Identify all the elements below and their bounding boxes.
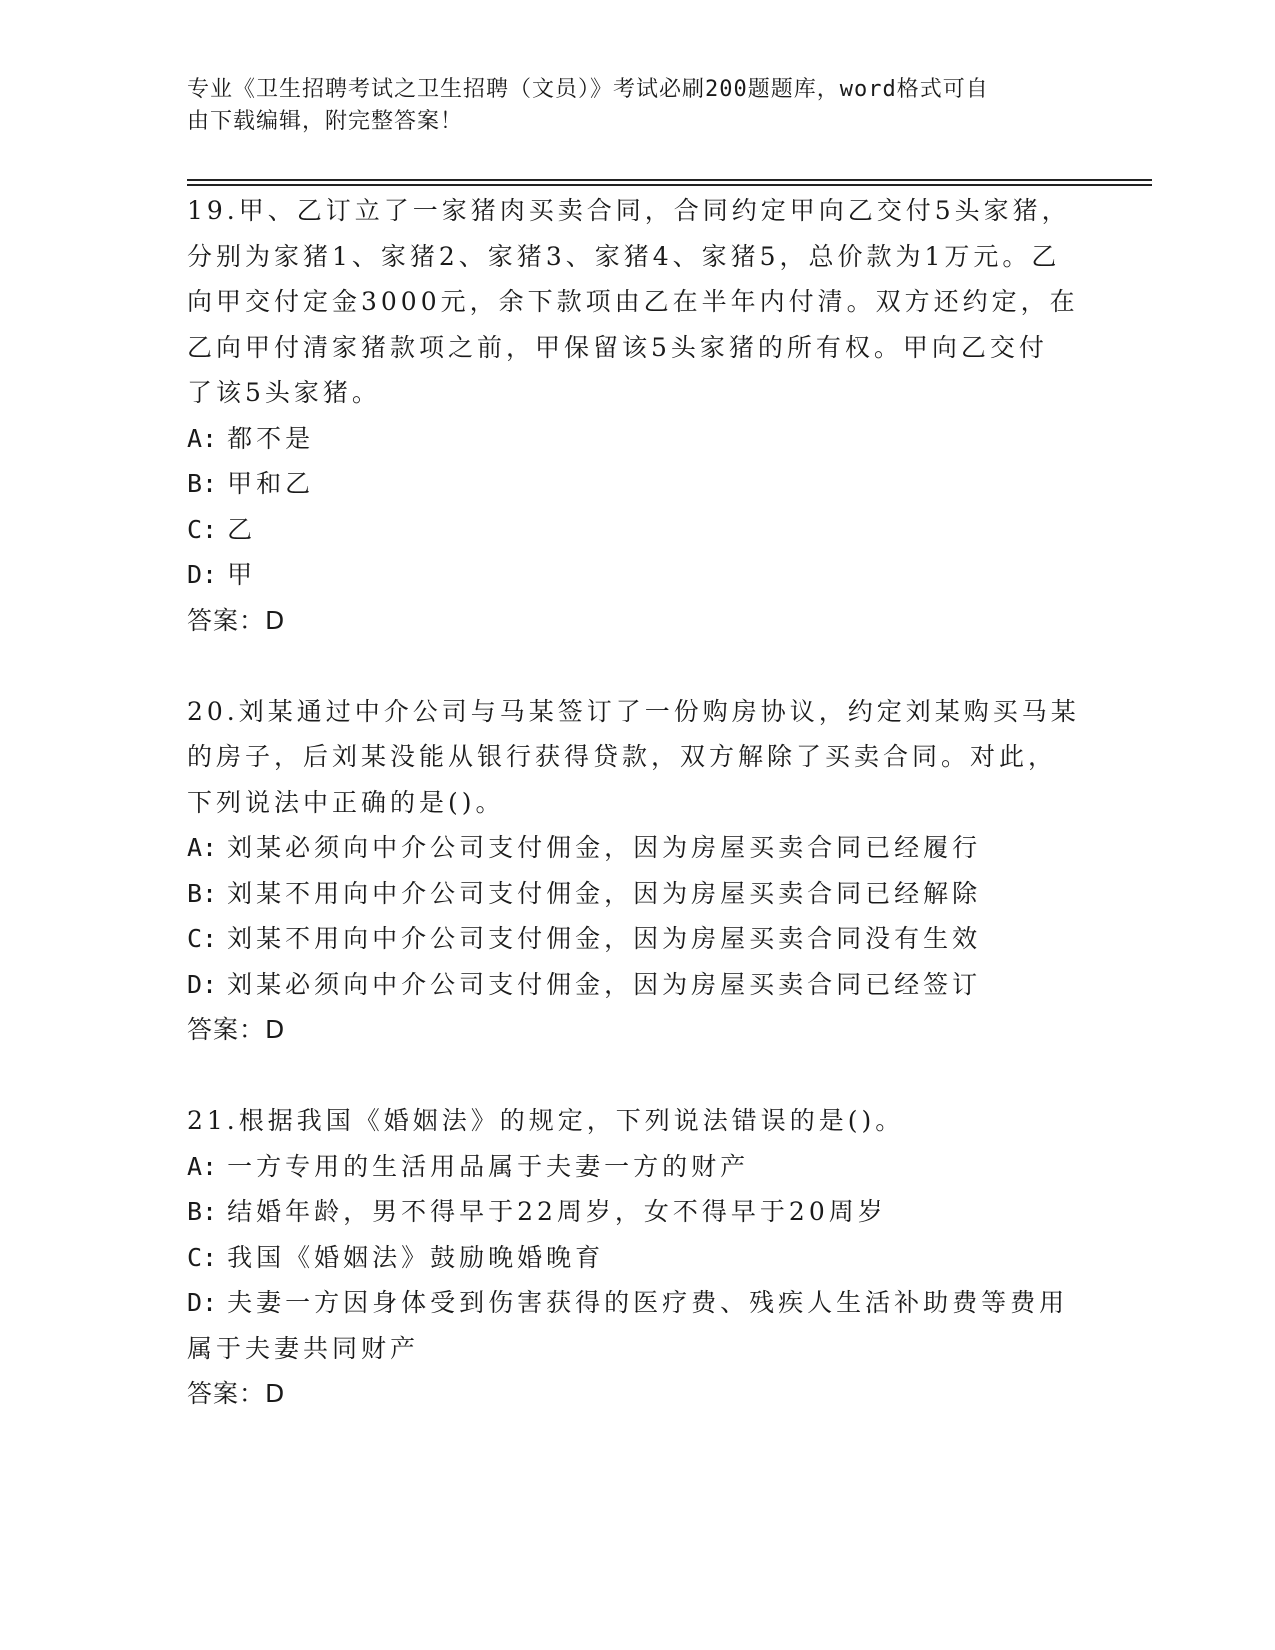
answer-label: 答案：D: [187, 1015, 286, 1044]
option-text: 乙: [227, 514, 257, 544]
option-d-continuation: 属于夫妻共同财产: [187, 1333, 420, 1363]
option-text: 一方专用的生活用品属于夫妻一方的财产: [227, 1151, 750, 1181]
document-header: [187, 74, 1067, 138]
option-key: A:: [187, 833, 218, 862]
questions-list: [187, 188, 1117, 1417]
option-key: B:: [187, 878, 218, 908]
option-key: A:: [187, 423, 218, 453]
option-b: [187, 871, 1117, 917]
option-b: [187, 461, 1117, 507]
option-key: D:: [187, 1288, 218, 1317]
question-21: [187, 1098, 1117, 1417]
option-text: 刘某必须向中介公司支付佣金，因为房屋买卖合同已经签订: [227, 969, 982, 999]
option-text: 夫妻一方因身体受到伤害获得的医疗费、残疾人生活补助费等费用: [227, 1288, 1069, 1317]
option-b: [187, 1189, 1117, 1235]
option-a: [187, 1144, 1117, 1190]
option-a: [187, 416, 1117, 462]
option-key: A:: [187, 1151, 218, 1181]
option-key: D:: [187, 969, 218, 999]
option-text: 甲和乙: [227, 469, 315, 498]
option-c: [187, 916, 1117, 962]
option-c: [187, 507, 1117, 553]
option-key: C:: [187, 514, 218, 544]
header-divider-bottom: [187, 184, 1152, 186]
option-key: B:: [187, 1197, 218, 1226]
question-20: [187, 689, 1117, 1053]
question-text-line: 向甲交付定金3000元，余下款项由乙在半年内付清。双方还约定，在: [187, 287, 1079, 316]
option-text: 都不是: [227, 423, 315, 453]
header-line-1: 专业《卫生招聘考试之卫生招聘（文员）》考试必刷200题题库，word格式可自: [187, 77, 989, 102]
question-text-line: 的房子，后刘某没能从银行获得贷款，双方解除了买卖合同。对此，: [187, 742, 1058, 771]
question-spacer: [187, 643, 1117, 689]
option-text: 刘某不用向中介公司支付佣金，因为房屋买卖合同已经解除: [227, 878, 982, 908]
question-text-line: 20.刘某通过中介公司与马某签订了一份购房协议，约定刘某购买马某: [187, 696, 1080, 726]
header-divider-top: [187, 179, 1152, 181]
option-d: [187, 1280, 1117, 1326]
header-line-2: 由下载编辑，附完整答案！: [187, 109, 464, 134]
question-text-line: 下列说法中正确的是()。: [187, 787, 505, 817]
question-text-line: 分别为家猪1、家猪2、家猪3、家猪4、家猪5，总价款为1万元。乙: [187, 241, 1061, 271]
option-key: B:: [187, 469, 218, 498]
option-text: 甲: [227, 560, 257, 589]
option-text: 刘某必须向中介公司支付佣金，因为房屋买卖合同已经履行: [227, 833, 982, 862]
question-text-line: 21.根据我国《婚姻法》的规定，下列说法错误的是()。: [187, 1106, 905, 1135]
option-c: [187, 1235, 1117, 1281]
option-key: D:: [187, 560, 218, 589]
option-a: [187, 825, 1117, 871]
option-key: C:: [187, 1242, 218, 1272]
option-d: [187, 552, 1117, 598]
option-text: 刘某不用向中介公司支付佣金，因为房屋买卖合同没有生效: [227, 924, 982, 953]
option-key: C:: [187, 924, 218, 953]
question-text-line: 了该5头家猪。: [187, 378, 381, 407]
question-19: [187, 188, 1117, 643]
answer-label: 答案：D: [187, 1379, 286, 1408]
option-text: 我国《婚姻法》鼓励晚婚晚育: [227, 1242, 605, 1272]
question-text-line: 19.甲、乙订立了一家猪肉买卖合同，合同约定甲向乙交付5头家猪，: [187, 196, 1071, 225]
question-spacer: [187, 1053, 1117, 1099]
option-text: 结婚年龄，男不得早于22周岁，女不得早于20周岁: [227, 1197, 887, 1226]
answer-label: 答案：D: [187, 605, 286, 635]
option-d: [187, 962, 1117, 1008]
question-text-line: 乙向甲付清家猪款项之前，甲保留该5头家猪的所有权。甲向乙交付: [187, 332, 1048, 362]
